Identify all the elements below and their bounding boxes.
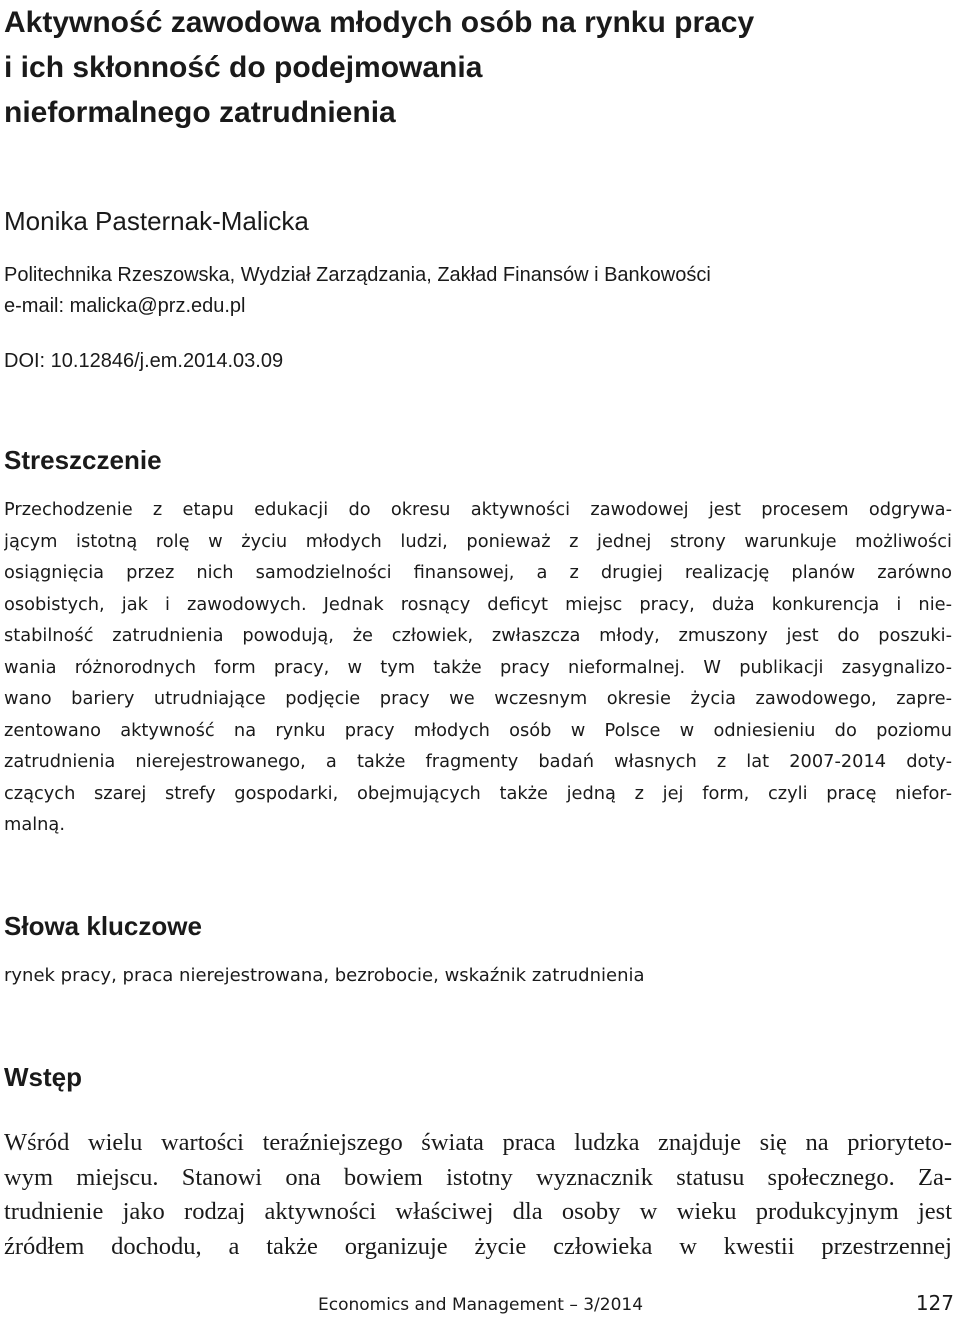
title-line: Aktywność zawodowa młodych osób na rynku pracy <box>4 6 755 39</box>
abstract-line: wano bariery utrudniające podjęcie pracy we wczesnym okresie życia zawodowego, zapre- <box>4 688 952 709</box>
abstract-line: malną. <box>4 814 65 835</box>
keywords-text: rynek pracy, praca nierejestrowana, bezrobocie, wskaźnik zatrudnienia <box>4 965 645 986</box>
abstract-body <box>4 494 952 841</box>
abstract-line: zatrudnienia nierejestrowanego, a także fragmenty badań własnych z lat 2007-2014 doty- <box>4 751 952 772</box>
introduction-body <box>4 1126 952 1264</box>
abstract-line: stabilność zatrudnienia powodują, że człowiek, zwłaszcza młody, zmuszony jest do poszuki- <box>4 625 952 646</box>
abstract-line: osiągnięcia przez nich samodzielności finansowej, a z drugiej realizację planów zarówno <box>4 562 952 583</box>
introduction-heading: Wstęp <box>4 1062 82 1092</box>
article-title <box>4 0 944 135</box>
title-line: nieformalnego zatrudnienia <box>4 96 396 129</box>
introduction-line: źródłem dochodu, a także organizuje życie człowieka w kwestii przestrzennej <box>4 1232 952 1260</box>
title-line: i ich skłonność do podejmowania <box>4 51 483 84</box>
doi: DOI: 10.12846/j.em.2014.03.09 <box>4 350 284 372</box>
keywords-heading: Słowa kluczowe <box>4 911 202 941</box>
abstract-line: Przechodzenie z etapu edukacji do okresu aktywności zawodowej jest procesem odgrywa- <box>4 499 952 520</box>
institution: Politechnika Rzeszowska, Wydział Zarządzania, Zakład Finansów i Bankowości <box>4 264 711 286</box>
abstract-heading: Streszczenie <box>4 445 162 475</box>
author-name: Monika Pasternak-Malicka <box>4 206 309 236</box>
introduction-line: Wśród wielu wartości teraźniejszego świata praca ludzka znajduje się na prioryteto- <box>4 1129 952 1156</box>
abstract-line: wania różnorodnych form pracy, w tym także pracy nieformalnej. W publikacji zasygnalizo- <box>4 656 952 678</box>
page-number: 127 <box>915 1291 954 1315</box>
introduction-line: wym miejscu. Stanowi ona bowiem istotny wyznacznik statusu społecznego. Za- <box>4 1163 952 1191</box>
abstract-line: jącym istotną rolę w życiu młodych ludzi, ponieważ z jednej strony warunkuje możliwości <box>4 530 952 552</box>
abstract-line: czących szarej strefy gospodarki, obejmujących także jedną z jej form, czyli pracę niefor- <box>4 782 952 804</box>
email: e-mail: malicka@prz.edu.pl <box>4 295 246 317</box>
introduction-line: trudnienie jako rodzaj aktywności właściwej dla osoby w wieku produkcyjnym jest <box>4 1198 952 1225</box>
author-affiliation <box>4 260 711 322</box>
footer-journal: Economics and Management – 3/2014 <box>318 1295 644 1315</box>
abstract-line: osobistych, jak i zawodowych. Jednak rosnący deficyt miejsc pracy, duża konkurencja i nie- <box>4 593 952 615</box>
abstract-line: zentowano aktywność na rynku pracy młodych osób w Polsce w odniesieniu do poziomu <box>4 719 952 741</box>
